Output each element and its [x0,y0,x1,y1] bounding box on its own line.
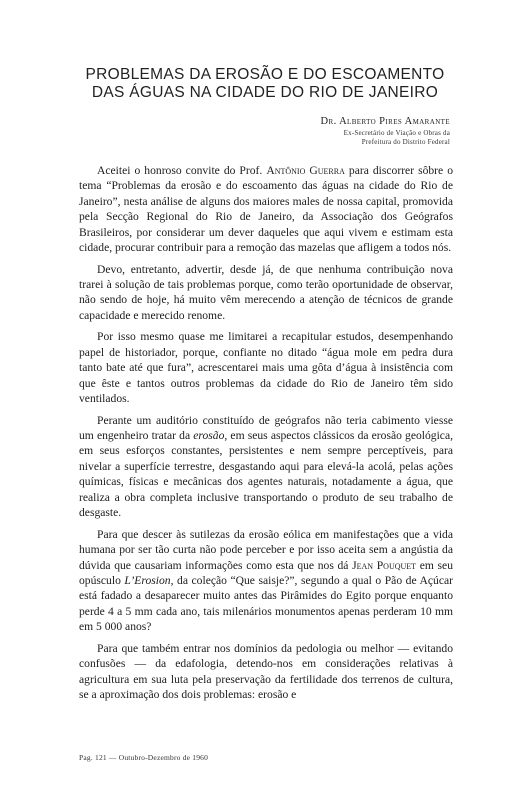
paragraph-5-text-c: , da coleção “Que saisje?”, segundo a qual o Pão de Açúcar está fadado a desaparecer muito antes das Pirâmides do Egito porque enquanto perde 4 a 5 mm cada ano, tais milenários monumentos apenas perderam 10 mm em 5 000 anos? [79,573,453,634]
affiliation-line-2: Prefeitura do Distrito Federal [361,137,450,146]
paragraph-6: Para que também entrar nos domínios da pedologia ou melhor — evitando confusões — da edafologia, detendo-nos em considerações relativas à agricultura em sua luta pela preservação da fertilidade dos terrenos de cultura, se a aproximação dos dois problemas: erosão e [79,641,453,701]
book-title: L’Erosion [124,573,171,587]
paragraph-5-text-a: Para que descer às sutilezas da erosão eólica em manifestações que a vida humana por ser tão curta não pode perceber e por isso aceita sem a angústia da dúvida que causariam informações como esta que nos dá [79,527,453,572]
paragraph-2: Devo, entretanto, advertir, desde já, de que nenhuma contribuição nova trarei à solução de tais problemas porque, como terão oportunidade de observar, não sendo de hoje, há muito vêm merecendo a atenção de técnicos de grande capacidade e merecido renome. [79,262,453,322]
title-line-2: DAS ÁGUAS NA CIDADE DO RIO DE JANEIRO [91,84,439,101]
paragraph-1 [79,163,453,255]
paragraph-1-text-b: para discorrer sôbre o tema “Problemas da erosão e do escoamento das águas na cidade do Rio de Janeiro”, nesta análise de alguns dos maiores males de nossa capital, promovida pela Secção Regional do Rio de Janeiro, da Associação dos Geógrafos Brasileiros, por considerar um dever daqueles que aqui vivem e estimam esta cidade, procurar contribuir para a remoção das mazelas que afligem a todos nós. [79,164,454,255]
page-footer: Pag. 121 — Outubro-Dezembro de 1960 [79,753,209,762]
paragraph-5 [79,527,453,635]
paragraph-4-text-b: , em seus aspectos clássicos da erosão geológica, em seus esforços constantes, persistentes e nem sempre perceptíveis, para nivelar a superfície terrestre, desgastando aqui para elevá-la acolá, pelas ações químicas, físicas e mecânicas dos agentes naturais, notadamente a água, que realiza a obra completa inclusive transportando o produto de seu trabalho de desgaste. [79,429,453,520]
paragraph-3: Por isso mesmo quase me limitarei a recapitular estudos, desempenhando papel de historiador, porque, confiante no ditado “água mole em pedra dura tanto bate até que fura”, acrescentarei mais uma gôta d’água à insistência com que êste e tantos outros problemas da cidade do Rio de Janeiro têm sido ventilados. [79,330,453,406]
paragraph-1-text-a: Aceitei o honroso convite do Prof. [97,164,267,177]
title-line-1: PROBLEMAS DA EROSÃO E DO ESCOAMENTO [85,66,445,83]
paragraph-4-text-a: Perante um auditório constituído de geógrafos não teria cabimento viesse um engenheiro tratar da [79,413,453,443]
article-title [60,66,470,102]
article-body [79,163,453,702]
emphasis-term: erosão [193,429,225,443]
paragraph-4 [79,413,453,521]
affiliation-line-1: Ex-Secretário de Viação e Obras da [343,129,450,137]
author-affiliation [250,129,450,146]
person-name: Antônio Guerra [266,164,345,177]
author-name: Dr. Alberto Pires Amarante [320,116,450,127]
paragraph-5-text-b: em seu opúsculo [79,558,454,587]
person-name: Jean Pouquet [352,558,417,572]
